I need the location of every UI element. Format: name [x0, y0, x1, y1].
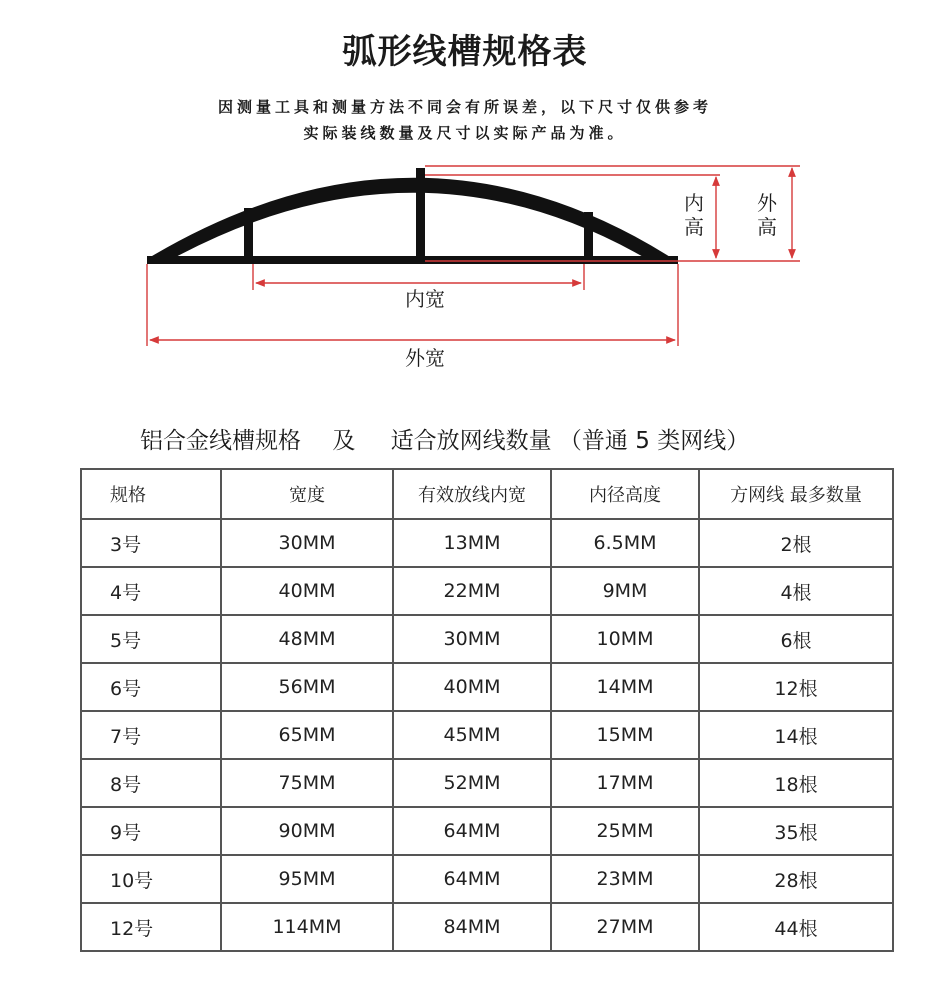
base-bar	[147, 256, 678, 264]
table-row	[81, 663, 893, 711]
caption-part-2: 及	[332, 428, 356, 454]
outer-width-label: 外宽	[405, 346, 445, 370]
table-row	[81, 519, 893, 567]
header-spec: 规格	[81, 469, 221, 519]
cell-max-cable-count: 4根	[699, 567, 893, 615]
cell-spec: 6号	[81, 663, 221, 711]
cell-inner-height: 6.5MM	[551, 519, 699, 567]
cell-max-cable-count: 28根	[699, 855, 893, 903]
raceway-profile	[147, 168, 678, 264]
cell-spec: 12号	[81, 903, 221, 951]
cell-effective-inner-width: 45MM	[393, 711, 551, 759]
table-row	[81, 567, 893, 615]
cell-spec: 10号	[81, 855, 221, 903]
cell-spec: 8号	[81, 759, 221, 807]
cell-width: 75MM	[221, 759, 393, 807]
spec-table	[80, 468, 894, 952]
right-rib	[584, 212, 593, 260]
inner-height-label: 内 高	[684, 191, 704, 239]
cell-spec: 3号	[81, 519, 221, 567]
cell-inner-height: 25MM	[551, 807, 699, 855]
cell-effective-inner-width: 64MM	[393, 855, 551, 903]
caption-part-1: 铝合金线槽规格	[140, 428, 301, 454]
cell-effective-inner-width: 64MM	[393, 807, 551, 855]
arc-shell	[147, 178, 678, 262]
cell-width: 114MM	[221, 903, 393, 951]
header-width: 宽度	[221, 469, 393, 519]
cell-max-cable-count: 44根	[699, 903, 893, 951]
cell-effective-inner-width: 84MM	[393, 903, 551, 951]
header-effective-inner-width: 有效放线内宽	[393, 469, 551, 519]
cell-spec: 4号	[81, 567, 221, 615]
cell-effective-inner-width: 52MM	[393, 759, 551, 807]
cell-max-cable-count: 14根	[699, 711, 893, 759]
cell-spec: 5号	[81, 615, 221, 663]
cell-spec: 9号	[81, 807, 221, 855]
cell-effective-inner-width: 40MM	[393, 663, 551, 711]
table-row	[81, 711, 893, 759]
cell-inner-height: 9MM	[551, 567, 699, 615]
cell-max-cable-count: 12根	[699, 663, 893, 711]
header-max-cable-count: 方网线 最多数量	[699, 469, 893, 519]
cell-inner-height: 27MM	[551, 903, 699, 951]
cell-width: 56MM	[221, 663, 393, 711]
table-header-row	[81, 469, 893, 519]
center-rib	[416, 168, 425, 260]
cell-inner-height: 14MM	[551, 663, 699, 711]
page-title: 弧形线槽规格表	[342, 32, 588, 72]
cell-inner-height: 15MM	[551, 711, 699, 759]
table-row	[81, 855, 893, 903]
cell-max-cable-count: 35根	[699, 807, 893, 855]
disclaimer-line-2: 实际装线数量及尺寸以实际产品为准。	[303, 124, 627, 142]
disclaimer-line-1: 因测量工具和测量方法不同会有所误差，以下尺寸仅供参考	[217, 98, 712, 116]
caption-part-3: 适合放网线数量 （普通 5 类网线）	[390, 428, 750, 454]
outer-height-label: 外 高	[757, 191, 777, 239]
cell-effective-inner-width: 30MM	[393, 615, 551, 663]
left-rib	[244, 208, 253, 260]
table-body	[81, 519, 893, 951]
cell-max-cable-count: 2根	[699, 519, 893, 567]
cell-width: 90MM	[221, 807, 393, 855]
cell-max-cable-count: 6根	[699, 615, 893, 663]
cell-inner-height: 23MM	[551, 855, 699, 903]
header-inner-height: 内径高度	[551, 469, 699, 519]
cell-effective-inner-width: 13MM	[393, 519, 551, 567]
inner-width-label: 内宽	[405, 287, 445, 311]
table-row	[81, 903, 893, 951]
cell-width: 65MM	[221, 711, 393, 759]
cell-effective-inner-width: 22MM	[393, 567, 551, 615]
cell-width: 40MM	[221, 567, 393, 615]
cell-width: 30MM	[221, 519, 393, 567]
cell-width: 48MM	[221, 615, 393, 663]
cell-max-cable-count: 18根	[699, 759, 893, 807]
cell-inner-height: 10MM	[551, 615, 699, 663]
table-row	[81, 807, 893, 855]
table-caption	[140, 422, 749, 455]
cell-inner-height: 17MM	[551, 759, 699, 807]
cell-width: 95MM	[221, 855, 393, 903]
table-row	[81, 615, 893, 663]
table-row	[81, 759, 893, 807]
cell-spec: 7号	[81, 711, 221, 759]
